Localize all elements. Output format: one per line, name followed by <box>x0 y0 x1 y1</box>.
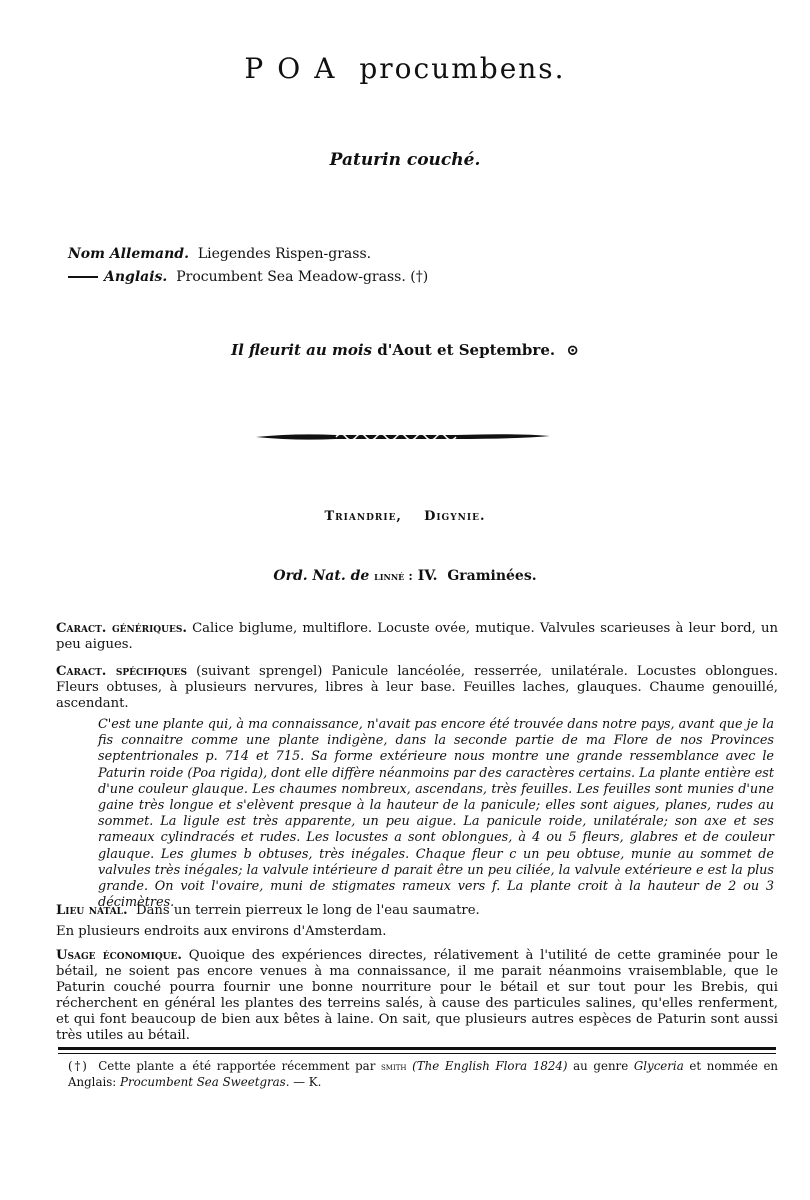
title-genus: POA <box>244 52 349 85</box>
german-label: Nom Allemand. <box>68 246 189 262</box>
specific-label: Caract. spécifiques <box>56 664 188 679</box>
order-prefix: Ord. Nat. de <box>273 568 370 584</box>
specific-source: (suivant sprengel) <box>196 664 323 679</box>
french-name: Paturin couché. <box>329 150 481 170</box>
linne-name: linné : <box>374 569 413 583</box>
class-name: Triandrie, <box>324 509 402 524</box>
habitat <box>56 903 778 919</box>
footnote-text-2: au genre <box>573 1059 629 1073</box>
footnote-english: Procumbent Sea Sweetgras. <box>120 1075 290 1089</box>
generic-label: Caract. génériques. <box>56 621 187 636</box>
title-species: procumbens. <box>359 52 566 85</box>
footnote-author: smith <box>381 1061 407 1073</box>
habitat-label: Lieu natal. <box>56 903 128 918</box>
english-label: Anglais. <box>104 269 168 285</box>
annual-symbol-icon: ⊙ <box>566 341 579 359</box>
german-name: Liegendes Rispen-grass. <box>197 246 372 262</box>
flowering-period <box>0 341 810 359</box>
footnote-text-1: Cette plante a été rapportée récemment par <box>98 1059 376 1073</box>
locality: En plusieurs endroits aux environs d'Amsterdam. <box>56 924 387 939</box>
ornamental-rule <box>256 429 552 445</box>
page-title <box>0 52 810 85</box>
natural-order <box>0 568 810 584</box>
generic-text: Calice biglume, multiflore. Locuste ovée, mutique. Valvules scarieuses à leur bord, un peu aigues. <box>56 621 778 652</box>
german-name-row <box>68 243 428 266</box>
linnaean-class <box>0 509 810 524</box>
flowering-intro: Il fleurit au mois <box>231 341 373 359</box>
footnote-mark: (†) <box>68 1059 87 1073</box>
footnote <box>68 1059 778 1090</box>
description-paragraph: C'est une plante qui, à ma connaissance, n'avait pas encore été trouvée dans notre pays, avant que je la fis connaitre comme une plante indigène, dans la seconde partie de ma Flore de nos Provinces septentrionales p. 714 et 715. Sa forme extérieure nous montre une grande ressemblance avec le Paturin roide (Poa rigida), dont elle diffère néanmoins par des caractères certains. La plante entière est d'une couleur glauque. Les chaumes nombreux, ascendans, très feuilles. Les feuilles sont munies d'une gaine très longue et s'elèvent presque à la hauteur de la panicule; elles sont aigues, planes, rudes au sommet. La ligule est très apparente, un peu aigue. La panicule roide, unilatérale; son axe et ses rameaux cylindracés et rudes. Les locustes a sont oblongues, à 4 ou 5 fleurs, glabres et de couleur glauque. Les glumes b obtuses, très inégales. Chaque fleur c un peu obtuse, munie au sommet de valvules très inégales; la valvule intérieure d parait être un peu ciliée, la valvule extérieure e est la plus grande. On voit l'ovaire, muni de stigmates rameux vers f. La plante croit à la hauteur de 2 ou 3 décimètres. <box>98 717 774 911</box>
flowering-months: d'Aout et Septembre. <box>377 341 556 359</box>
footnote-rule-thick <box>58 1047 776 1050</box>
footnote-book: (The English Flora 1824) <box>412 1059 568 1073</box>
english-name: Procumbent Sea Meadow-grass. (†) <box>176 269 429 285</box>
order-name: Digynie. <box>424 509 486 524</box>
english-name-row <box>68 266 428 289</box>
family-name: Graminées. <box>447 568 537 584</box>
footnote-genus: Glyceria <box>633 1059 684 1073</box>
specific-text: Panicule lancéolée, resserrée, unilatérale. Locustes oblongues. Fleurs obtuses, à plusieurs nervures, libres à leur base. Feuilles laches, glauques. Chaume genouillé, ascendant. <box>56 664 778 711</box>
specific-characters <box>56 664 778 712</box>
economic-use <box>56 948 778 1044</box>
ditto-dash <box>68 276 98 278</box>
footnote-rule-thin <box>58 1053 776 1054</box>
usage-text: Quoique des expériences directes, rélativement à l'utilité de cette graminée pour le bétail, ne soient pas encore venues à ma connaissance, il me parait néanmoins vraisemblable, que le Paturin couché pourra fournir une bonne nourriture pour le bétail et sur tout pour les Brebis, qui récherchent en général les plantes des terreins salés, à cause des particules salines, qu'elles renferment, et qui font beaucoup de bien aux bêtes à laine. On sait, que plusieurs autres espèces de Paturin sont aussi très utiles au bétail. <box>56 948 778 1043</box>
usage-label: Usage économique. <box>56 948 182 963</box>
footnote-signature: — K. <box>293 1075 322 1089</box>
footnote-text-3: et nommée en Anglais: <box>68 1059 779 1089</box>
habitat-text: Dans un terrein pierreux le long de l'eau saumatre. <box>136 903 480 918</box>
generic-characters <box>56 621 778 653</box>
vernacular-names <box>68 243 428 289</box>
order-number: IV. <box>417 568 438 584</box>
